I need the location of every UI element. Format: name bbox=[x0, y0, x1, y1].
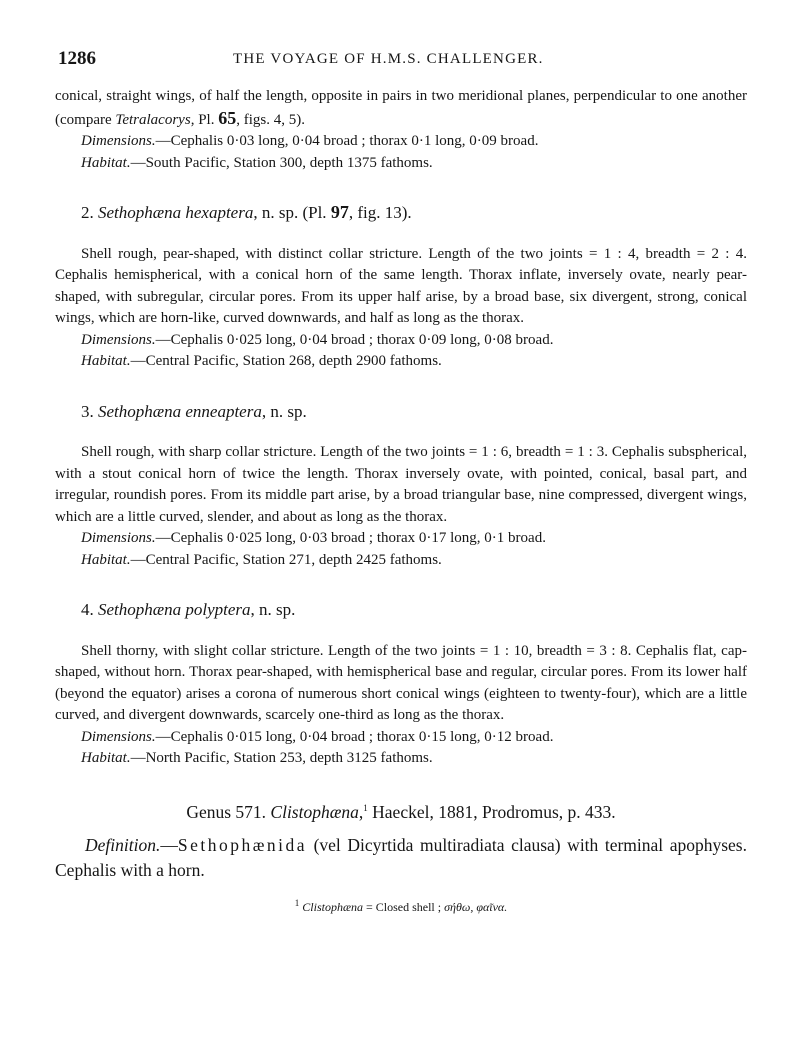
species-habitat: Habitat.—Central Pacific, Station 271, depth 2425 fathoms. bbox=[81, 551, 442, 568]
intro-paragraph: conical, straight wings, of half the length, opposite in pairs in two meridional planes, perpendicular to one another (compare Tetralacorys, Pl. 65, figs. 4, 5). bbox=[55, 88, 747, 128]
plate-number: 97 bbox=[330, 202, 349, 222]
footnote-marker: 1 bbox=[363, 802, 368, 813]
species-heading: 4. Sethophæna polyptera, n. sp. bbox=[81, 600, 296, 619]
footnote-greek: σήθω, φαῖνα. bbox=[444, 900, 508, 914]
habitat-label: Habitat. bbox=[81, 551, 131, 568]
species-description: Shell rough, with sharp collar stricture. Length of the two joints = 1 : 6, breadth = 1 : 3. Cephalis subspherical, with a stout conical horn of twice the length. Thorax inversely ovate, with pointed, conical, basal part, and irregular, roundish pores. From its middle part arise, by a broad triangular base, nine compressed, divergent wings, which are a little curved, slender, and about as long as the thorax. bbox=[55, 444, 747, 525]
species-heading: 2. Sethophæna hexaptera, n. sp. (Pl. 97, fig. 13). bbox=[81, 202, 412, 222]
family-name: Sethophænida bbox=[177, 835, 308, 855]
genus-definition: Definition.—Sethophænida (vel Dicyrtida multiradiata clausa) with terminal apophyses. Cephalis with a horn. bbox=[55, 835, 747, 880]
footnote-term: Clistophæna bbox=[302, 900, 363, 914]
intro-dimensions: Dimensions.—Cephalis 0·03 long, 0·04 broad ; thorax 0·1 long, 0·09 broad. bbox=[81, 133, 539, 149]
page-body bbox=[55, 86, 747, 919]
species-dimensions: Dimensions.—Cephalis 0·025 long, 0·03 broad ; thorax 0·17 long, 0·1 broad. bbox=[81, 530, 546, 546]
page-header bbox=[58, 48, 752, 70]
species-entry bbox=[55, 599, 747, 770]
page-number: 1286 bbox=[58, 48, 96, 69]
definition-label: Definition. bbox=[85, 835, 161, 855]
plate-number: 65 bbox=[218, 107, 237, 128]
species-description: Shell rough, pear-shaped, with distinct collar stricture. Length of the two joints = 1 : 4, breadth = 2 : 4. Cephalis hemispherical, with a conical horn of the same length. Thorax inflate, inversely ovate, nearly pear-shaped, with subregular, circular pores. From its upper half arise, by a broad base, six divergent, strong, conical wings, which are horn-like, curved downwards, and half as long as the thorax. bbox=[55, 245, 747, 326]
running-title: THE VOYAGE OF H.M.S. CHALLENGER. bbox=[233, 51, 544, 67]
footnote: $^1$ Clistophæna = Closed shell ; σήθω, φαῖνα. bbox=[294, 898, 508, 914]
species-habitat: Habitat.—Central Pacific, Station 268, depth 2900 fathoms. bbox=[81, 353, 442, 369]
species-entry bbox=[55, 401, 747, 572]
species-heading: 3. Sethophæna enneaptera, n. sp. bbox=[81, 401, 307, 421]
species-name: Sethophæna hexaptera bbox=[98, 203, 254, 222]
species-habitat: Habitat.—North Pacific, Station 253, depth 3125 fathoms. bbox=[81, 750, 433, 766]
dimensions-label: Dimensions. bbox=[81, 133, 156, 149]
dimensions-label: Dimensions. bbox=[81, 728, 156, 745]
species-name: Sethophæna polyptera bbox=[98, 600, 251, 619]
habitat-label: Habitat. bbox=[81, 353, 131, 369]
genus-reference: Tetralacorys bbox=[115, 111, 191, 128]
habitat-label: Habitat. bbox=[81, 154, 131, 171]
species-description: Shell thorny, with slight collar stricture. Length of the two joints = 1 : 10, breadth = 3 : 8. Cephalis flat, cap-shaped, without horn. Thorax pear-shaped, with hemispherical base and regular, circular pores. From its lower half (beyond the equator) arises a corona of numerous short conical wings (eighteen to twenty-four), which are a little curved, and divergent downwards, scarcely one-third as long as the thorax. bbox=[55, 642, 747, 723]
species-dimensions: Dimensions.—Cephalis 0·025 long, 0·04 broad ; thorax 0·09 long, 0·08 broad. bbox=[81, 331, 554, 348]
habitat-label: Habitat. bbox=[81, 750, 131, 766]
genus-name: Clistophæna bbox=[270, 801, 359, 822]
species-entry bbox=[55, 202, 747, 373]
genus-heading: Genus 571. Clistophæna,$^1$ Haeckel, 1881, Prodromus, p. 433. bbox=[186, 801, 616, 822]
dimensions-label: Dimensions. bbox=[81, 331, 156, 348]
species-dimensions: Dimensions.—Cephalis 0·015 long, 0·04 broad ; thorax 0·15 long, 0·12 broad. bbox=[81, 728, 554, 745]
species-name: Sethophæna enneaptera bbox=[98, 401, 262, 421]
dimensions-label: Dimensions. bbox=[81, 530, 156, 546]
intro-habitat: Habitat.—South Pacific, Station 300, depth 1375 fathoms. bbox=[81, 154, 433, 171]
